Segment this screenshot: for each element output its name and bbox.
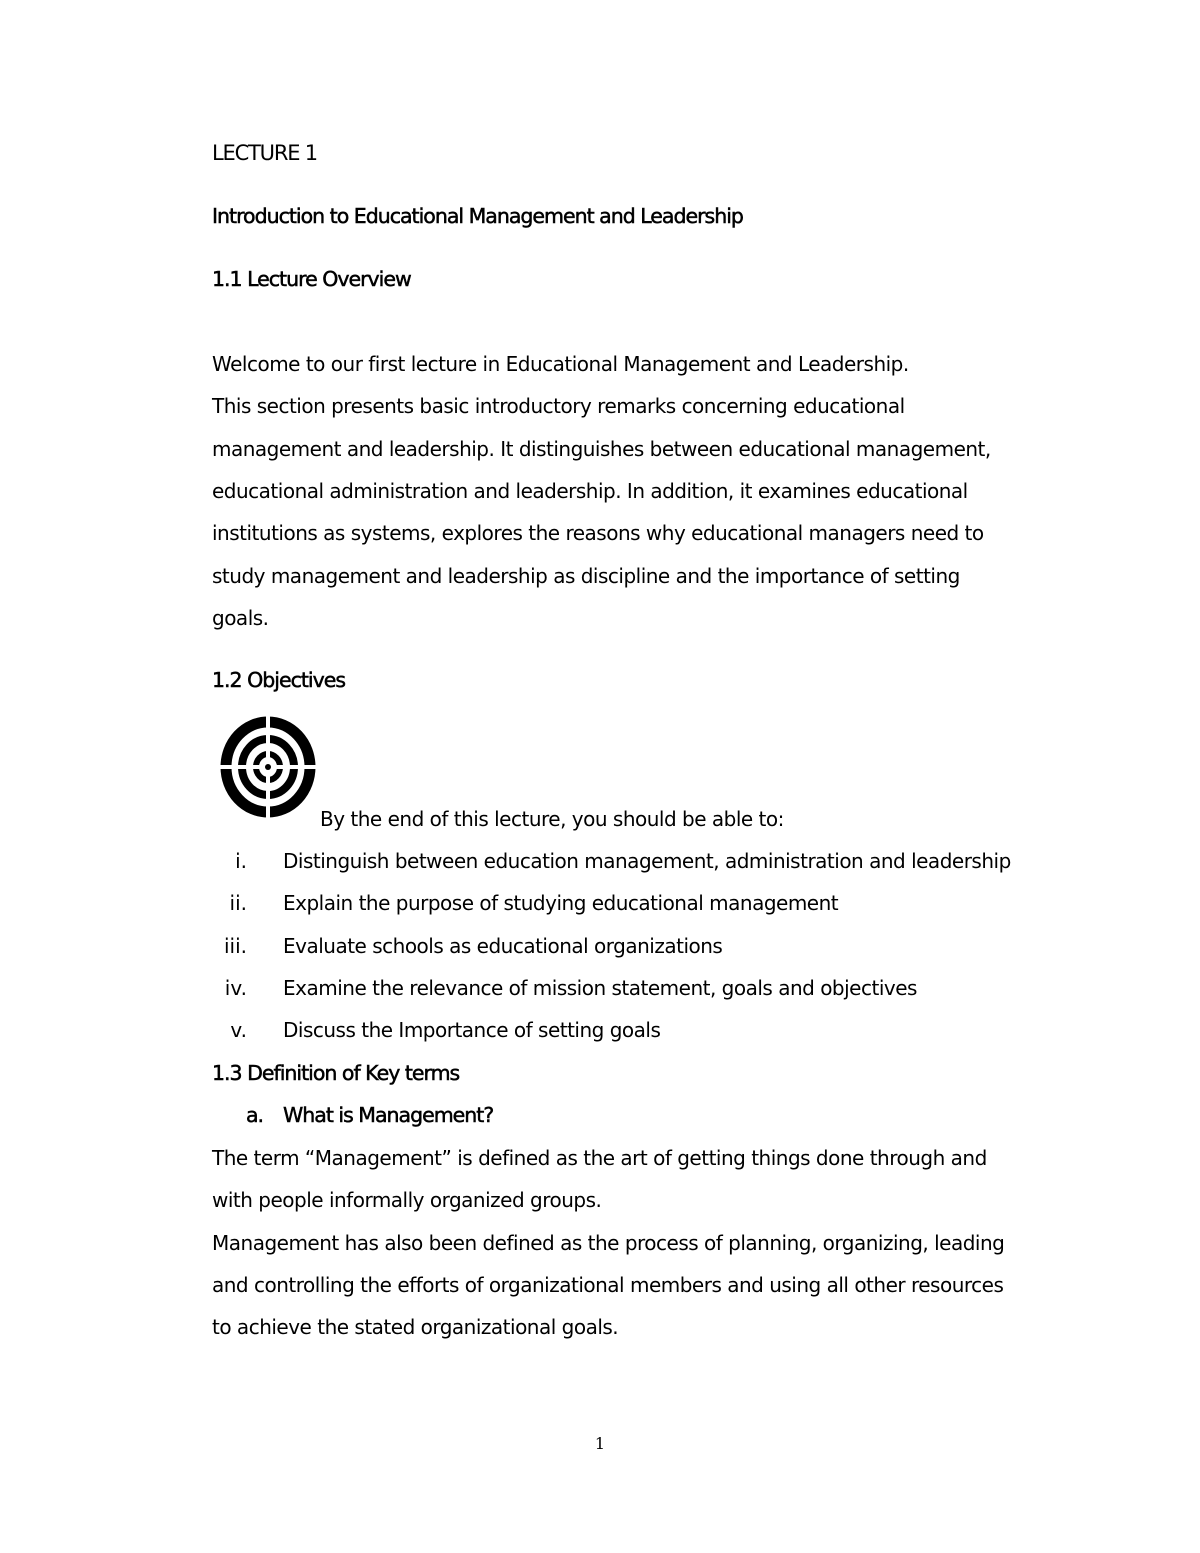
objectives-intro: By the end of this lecture, you should be able to: bbox=[320, 807, 784, 831]
overview-line: institutions as systems, explores the reasons why educational managers need to bbox=[212, 521, 984, 545]
subheading-label: a. bbox=[246, 1103, 264, 1127]
subheading-title: What is Management? bbox=[283, 1103, 494, 1127]
overview-line: educational administration and leadership. In addition, it examines educational bbox=[212, 479, 968, 503]
list-item-number: ii. bbox=[229, 891, 247, 915]
definition-line: Management has also been defined as the process of planning, organizing, leading bbox=[212, 1231, 1005, 1255]
lecture-title: Introduction to Educational Management and Leadership bbox=[212, 204, 743, 228]
objectives-heading: 1.2 Objectives bbox=[212, 668, 346, 692]
overview-line: This section presents basic introductory remarks concerning educational bbox=[212, 394, 905, 418]
lecture-label: LECTURE 1 bbox=[212, 141, 317, 165]
page-number: 1 bbox=[594, 1434, 606, 1453]
list-item-number: v. bbox=[230, 1018, 247, 1042]
target-icon bbox=[219, 714, 317, 820]
list-item-text: Explain the purpose of studying educational management bbox=[283, 891, 839, 915]
definition-line: and controlling the efforts of organizational members and using all other resources bbox=[212, 1273, 1004, 1297]
list-item-number: iii. bbox=[223, 934, 247, 958]
overview-line: study management and leadership as discipline and the importance of setting bbox=[212, 564, 960, 588]
list-item-number: i. bbox=[235, 849, 247, 873]
definition-line: to achieve the stated organizational goals. bbox=[212, 1315, 619, 1339]
definition-line: with people informally organized groups. bbox=[212, 1188, 602, 1212]
list-item-text: Distinguish between education management, administration and leadership bbox=[283, 849, 1011, 873]
definition-line: The term “Management” is defined as the art of getting things done through and bbox=[212, 1146, 987, 1170]
overview-line: goals. bbox=[212, 606, 269, 630]
list-item-text: Discuss the Importance of setting goals bbox=[283, 1018, 661, 1042]
overview-line: Welcome to our first lecture in Educational Management and Leadership. bbox=[212, 352, 909, 376]
list-item-number: iv. bbox=[224, 976, 247, 1000]
list-item-text: Examine the relevance of mission statement, goals and objectives bbox=[283, 976, 917, 1000]
overview-heading: 1.1 Lecture Overview bbox=[212, 267, 411, 291]
list-item-text: Evaluate schools as educational organizations bbox=[283, 934, 723, 958]
definitions-heading: 1.3 Definition of Key terms bbox=[212, 1061, 460, 1085]
overview-line: management and leadership. It distinguishes between educational management, bbox=[212, 437, 991, 461]
